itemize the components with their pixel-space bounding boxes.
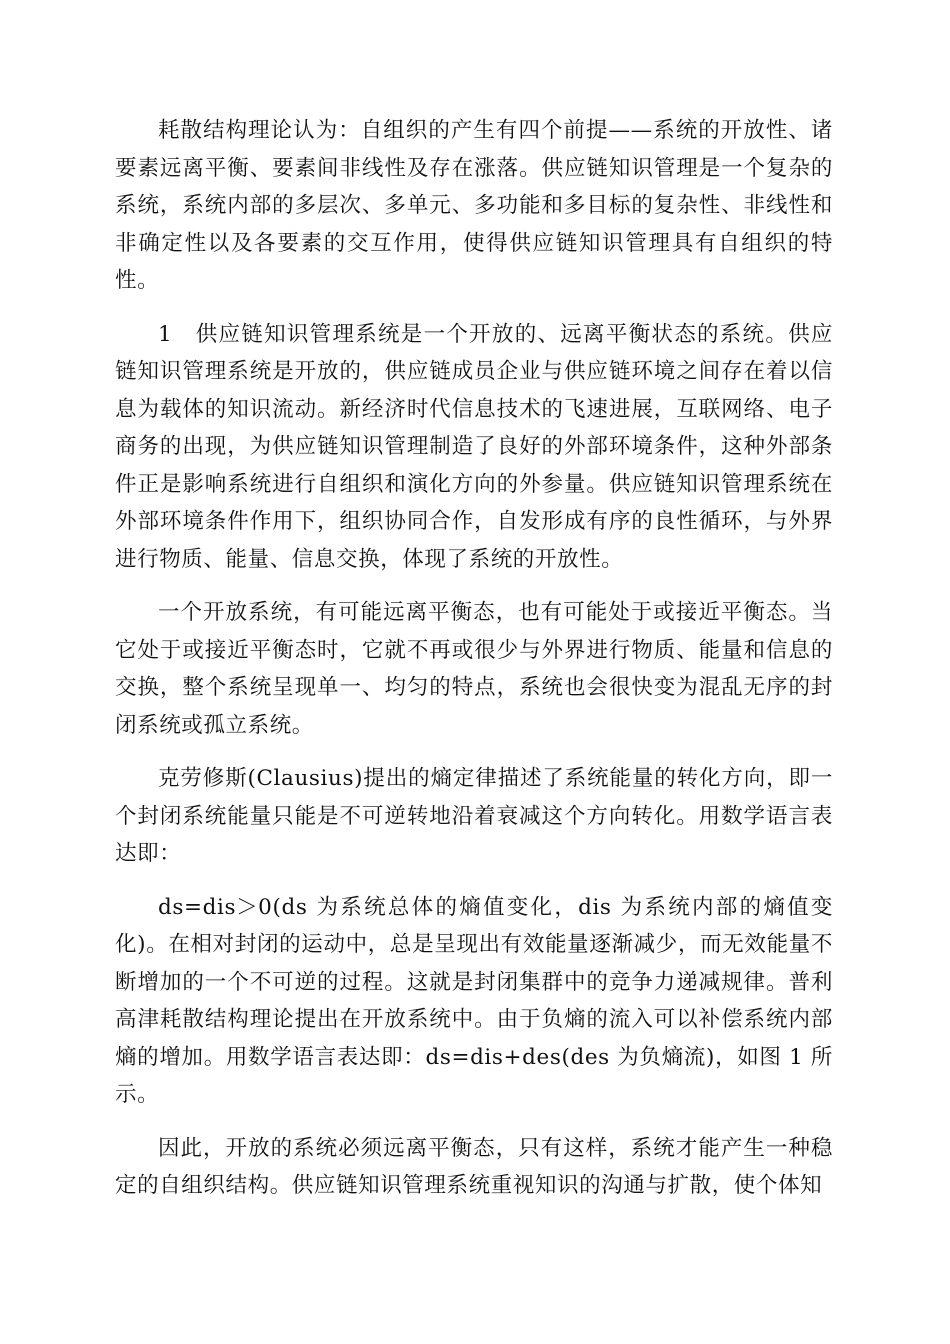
paragraph-self-organization-premises: 耗散结构理论认为：自组织的产生有四个前提——系统的开放性、诸要素远离平衡、要素间非线性及存在涨落。供应链知识管理是一个复杂的系统，系统内部的多层次、多单元、多功能和多目标的复杂性、非线性和非确定性以及各要素的交互作用，使得供应链知识管理具有自组织的特性。 bbox=[115, 118, 833, 293]
paragraph-equilibrium: 一个开放系统，有可能远离平衡态，也有可能处于或接近平衡态。当它处于或接近平衡态时，它就不再或很少与外界进行物质、能量和信息的交换，整个系统呈现单一、均匀的特点，系统也会很快变为混乱无序的封闭系统或孤立系统。 bbox=[115, 600, 833, 738]
paragraph-conclusion: 因此，开放的系统必须远离平衡态，只有这样，系统才能产生一种稳定的自组织结构。供应链知识管理系统重视知识的沟通与扩散，使个体知 bbox=[115, 1135, 833, 1198]
paragraph-entropy-law: 克劳修斯(Clausius)提出的熵定律描述了系统能量的转化方向，即一个封闭系统能量只能是不可逆转地沿着衰减这个方向转化。用数学语言表达即： bbox=[115, 766, 833, 866]
paragraph-open-system: 1 供应链知识管理系统是一个开放的、远离平衡状态的系统。供应链知识管理系统是开放的，供应链成员企业与供应链环境之间存在着以信息为载体的知识流动。新经济时代信息技术的飞速进展，互联网络、电子商务的出现，为供应链知识管理制造了良好的外部环境条件，这种外部条件正是影响系统进行自组织和演化方向的外参量。供应链知识管理系统在外部环境条件作用下，组织协同合作，自发形成有序的良性循环，与外界进行物质、能量、信息交换，体现了系统的开放性。 bbox=[115, 321, 833, 572]
document-body bbox=[115, 112, 833, 1221]
paragraph-entropy-formula: ds=dis＞0(ds 为系统总体的熵值变化，dis 为系统内部的熵值变化)。在相对封闭的运动中，总是呈现出有效能量逐渐减少，而无效能量不断增加的一个不可逆的过程。这就是封闭集群中的竞争力递减规律。普利高津耗散结构理论提出在开放系统中。由于负熵的流入可以补偿系统内部熵的增加。用数学语言表达即：ds=dis+des(des 为负熵流)，如图 1 所示。 bbox=[115, 894, 833, 1107]
